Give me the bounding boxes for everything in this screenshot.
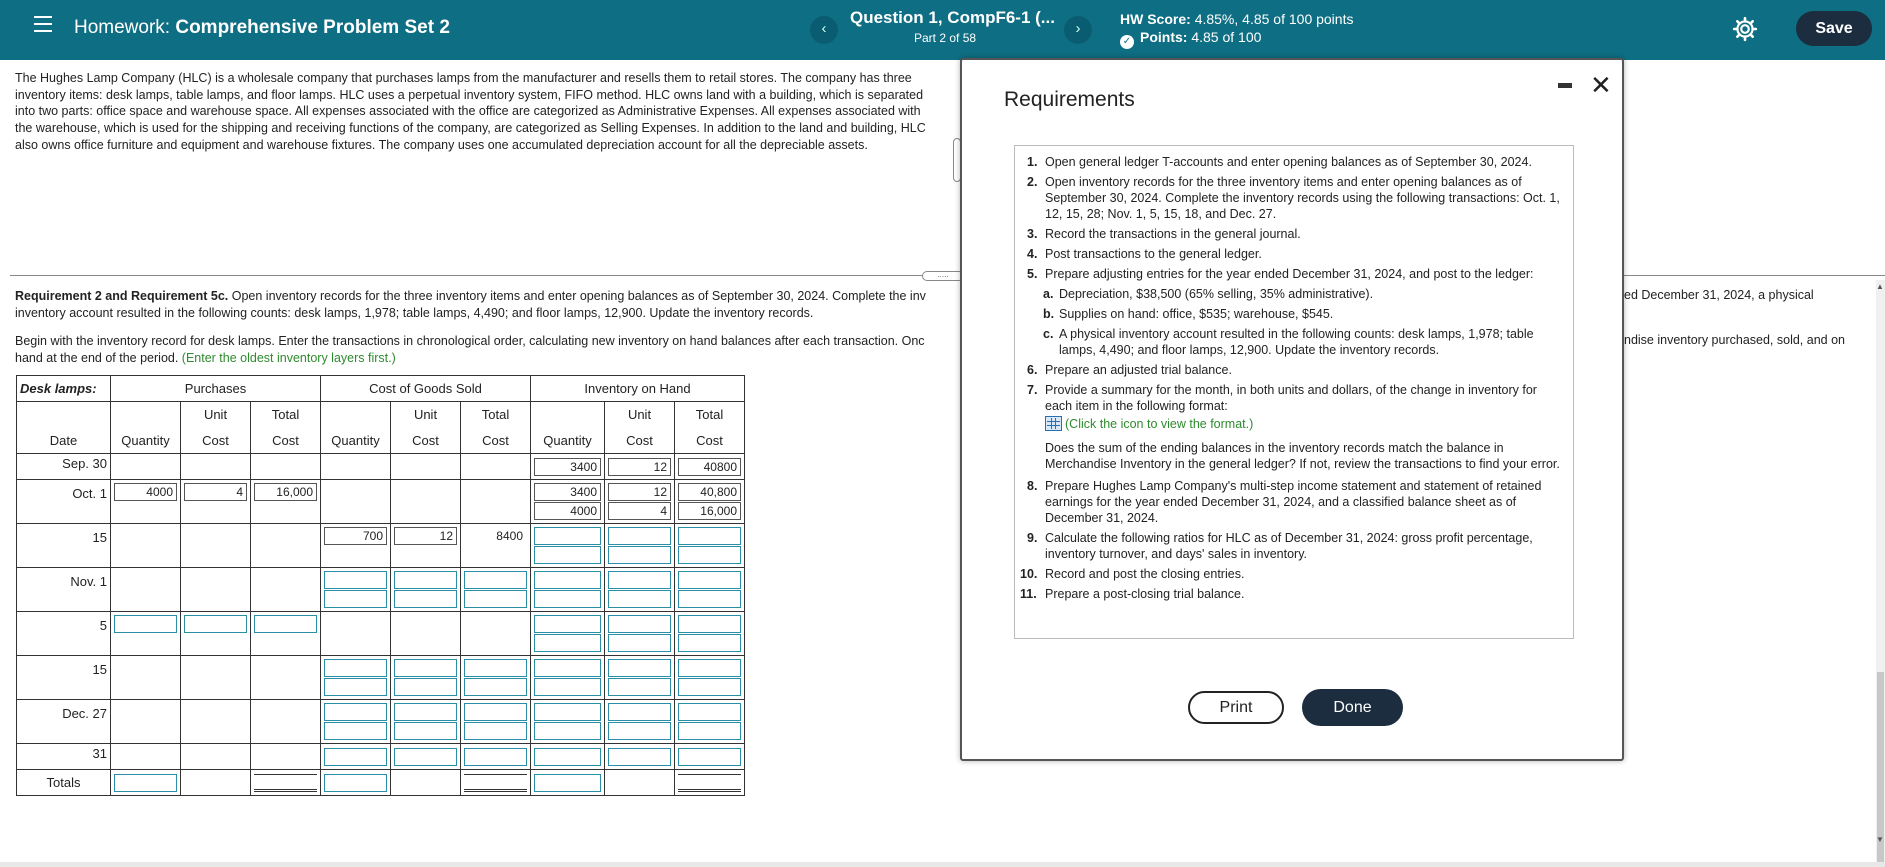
quantity-header: Quantity	[531, 428, 605, 454]
requirements-dialog	[960, 58, 1624, 761]
total-header: Total	[461, 402, 531, 428]
inventory-record-table	[16, 375, 745, 796]
table-row	[17, 612, 745, 656]
onhand-total-cost-input[interactable]	[678, 722, 741, 740]
list-item: 9. Calculate the following ratios for HLC as of December 31, 2024: gross profit percentage, inventory turnover, and days' sales in inventory.	[1027, 531, 1533, 561]
list-item: 6. Prepare an adjusted trial balance.	[1027, 363, 1232, 377]
list-item: 4. Post transactions to the general ledger.	[1027, 247, 1262, 261]
cogs-quantity-input[interactable]	[324, 678, 387, 696]
points: ✓ Points: 4.85 of 100	[1120, 29, 1261, 49]
scroll-down-icon[interactable]: ▼	[1876, 835, 1884, 844]
cost-header: Cost	[251, 428, 321, 454]
cost-header: Cost	[391, 428, 461, 454]
onhand-total-cost-input[interactable]	[678, 527, 741, 545]
top-bar	[0, 0, 1885, 60]
onhand-total-cost-input[interactable]	[678, 634, 741, 652]
minimize-icon[interactable]	[1558, 83, 1572, 88]
view-format-link[interactable]: (Click the icon to view the format.)	[1045, 416, 1561, 432]
list-item: 10. Record and post the closing entries.	[1020, 567, 1245, 581]
onhand-unit-cost-input[interactable]: 12	[608, 458, 671, 476]
cogs-unit-cost-input[interactable]	[394, 722, 457, 740]
onhand-quantity-input[interactable]	[534, 615, 601, 633]
homework-title: Homework: Comprehensive Problem Set 2	[74, 17, 450, 38]
purchase-total-cost-input[interactable]: 16,000	[254, 483, 317, 501]
cogs-quantity-input[interactable]	[324, 748, 387, 766]
onhand-quantity-input[interactable]	[534, 678, 601, 696]
question-part: Part 2 of 58	[914, 31, 977, 45]
onhand-unit-cost-input[interactable]	[608, 527, 671, 545]
onhand-quantity-input[interactable]	[534, 703, 601, 721]
unit-header: Unit	[605, 402, 675, 428]
onhand-quantity-input[interactable]	[534, 634, 601, 652]
quantity-header: Quantity	[111, 428, 181, 454]
hint-text: (Enter the oldest inventory layers first.)	[181, 350, 396, 365]
settings-gear-icon[interactable]	[1732, 16, 1758, 42]
onhand-unit-cost-input[interactable]	[608, 590, 671, 608]
totals-row	[17, 770, 745, 796]
onhand-total-cost-total[interactable]	[678, 774, 741, 792]
date-header: Date	[17, 428, 111, 454]
requirement-text-fragment: ed December 31, 2024, a physical	[1624, 288, 1814, 302]
table-row	[17, 480, 745, 524]
onhand-unit-cost-input[interactable]	[608, 678, 671, 696]
onhand-total-cost-input[interactable]	[678, 571, 741, 589]
cogs-unit-cost-input[interactable]	[394, 590, 457, 608]
row-date: Nov. 1	[17, 568, 111, 612]
cogs-header: Cost of Goods Sold	[321, 376, 531, 402]
cogs-total-cost-input[interactable]	[464, 703, 527, 721]
row-date: 15	[17, 656, 111, 700]
table-row	[17, 568, 745, 612]
cogs-total-cost-input[interactable]	[464, 659, 527, 677]
cogs-unit-cost-input[interactable]	[394, 659, 457, 677]
cogs-total-cost-total[interactable]	[464, 774, 527, 792]
onhand-unit-cost-input[interactable]	[608, 546, 671, 564]
total-header: Total	[675, 402, 745, 428]
onhand-total-cost-input[interactable]	[678, 546, 741, 564]
row-date: Oct. 1	[17, 480, 111, 524]
onhand-quantity-input[interactable]	[534, 659, 601, 677]
list-item: 5. Prepare adjusting entries for the year ended December 31, 2024, and post to the ledger:	[1027, 267, 1534, 281]
requirements-list	[1014, 145, 1574, 639]
onhand-quantity-input[interactable]: 3400	[534, 458, 601, 476]
onhand-unit-cost-input[interactable]	[608, 748, 671, 766]
menu-icon[interactable]	[34, 16, 52, 32]
onhand-unit-cost-input[interactable]: 4	[608, 502, 671, 520]
cogs-unit-cost-input[interactable]: 12	[394, 527, 457, 545]
done-button[interactable]: Done	[1302, 689, 1403, 726]
onhand-total-cost-input[interactable]	[678, 748, 741, 766]
bottom-bar	[0, 862, 1885, 867]
onhand-total-cost-input[interactable]	[678, 678, 741, 696]
onhand-total-cost-input[interactable]	[678, 659, 741, 677]
row-date: 31	[17, 744, 111, 770]
onhand-total-cost-input[interactable]	[678, 703, 741, 721]
onhand-quantity-total-input[interactable]	[534, 774, 601, 792]
problem-intro: The Hughes Lamp Company (HLC) is a wholesale company that purchases lamps from the manufacturer and resells them to retail stores. The company has three inventory items: desk lamps, table lamps, and floor lamps. HLC uses a perpetual inventory system, FIFO method. HLC owns land with a building, which is separated into two parts: office space and warehouse space. All expenses associated with the office are categorized as Administrative Expenses. All expenses associated with the warehouse, which is used for the shipping and receiving functions of the company, are categorized as Selling Expenses. In addition to the land and building, HLC also owns office furniture and equipment and warehouse fixtures. The company uses one accumulated depreciation account for all the depreciable assets.	[15, 71, 926, 152]
purchase-total-cost-input[interactable]	[254, 615, 317, 633]
purchase-total-cost-total[interactable]	[254, 774, 317, 792]
unit-header: Unit	[181, 402, 251, 428]
list-item: 2. Open inventory records for the three inventory items and enter opening balances as of September 30, 2024. Complete the inventory records using the following transactions: Oct. 1, 12, 15, 28; Nov. 1, 5, 15, 18, and Dec. 27.	[1027, 175, 1560, 221]
cogs-unit-cost-input[interactable]	[394, 703, 457, 721]
table-row	[17, 700, 745, 744]
close-icon[interactable]: ✕	[1590, 70, 1612, 100]
cogs-quantity-input[interactable]	[324, 722, 387, 740]
table-row	[17, 454, 745, 480]
table-row	[17, 656, 745, 700]
item-label: Desk lamps:	[17, 376, 111, 402]
cogs-total-cost-input[interactable]	[464, 722, 527, 740]
cogs-unit-cost-input[interactable]	[394, 748, 457, 766]
cogs-total-cost-input[interactable]: 8400	[496, 529, 523, 543]
onhand-quantity-input[interactable]	[534, 748, 601, 766]
onhand-unit-cost-input[interactable]	[608, 571, 671, 589]
table-icon[interactable]	[1045, 416, 1062, 431]
onhand-total-cost-input[interactable]: 16,000	[678, 502, 741, 520]
purchase-quantity-total-input[interactable]	[114, 774, 177, 792]
list-item: 3. Record the transactions in the general journal.	[1027, 227, 1301, 241]
cogs-quantity-input[interactable]	[324, 571, 387, 589]
totals-label: Totals	[17, 770, 111, 796]
cogs-total-cost-input[interactable]	[464, 590, 527, 608]
quantity-header: Quantity	[321, 428, 391, 454]
cost-header: Cost	[181, 428, 251, 454]
onhand-quantity-input[interactable]: 4000	[534, 502, 601, 520]
cogs-quantity-input[interactable]	[324, 659, 387, 677]
row-date: 15	[17, 524, 111, 568]
onhand-quantity-input[interactable]: 3400	[534, 483, 601, 501]
list-item: 7. Provide a summary for the month, in both units and dollars, of the change in inventory for each item in the following format: (Click the icon to view the format.)	[1027, 382, 1561, 432]
cost-header: Cost	[605, 428, 675, 454]
cogs-total-cost-input[interactable]	[464, 748, 527, 766]
scroll-up-icon[interactable]: ▲	[1876, 282, 1884, 291]
onhand-unit-cost-input[interactable]	[608, 722, 671, 740]
list-item: 11. Prepare a post-closing trial balance.	[1020, 587, 1245, 601]
list-subitem: b. Supplies on hand: office, $535; warehouse, $545.	[1043, 307, 1334, 321]
cogs-quantity-input[interactable]	[324, 703, 387, 721]
resize-handle[interactable]: .....	[922, 271, 964, 281]
instructions-text: Begin with the inventory record for desk lamps. Enter the transactions in chronological order, calculating new inventory on hand balances after each transaction. Onc hand at the end of the period. (Enter the oldest inventory layers first.)	[15, 334, 925, 365]
points-badge-icon: ✓	[1120, 35, 1134, 49]
onhand-quantity-input[interactable]	[534, 527, 601, 545]
onhand-total-cost-input[interactable]	[678, 590, 741, 608]
cogs-quantity-input[interactable]	[324, 590, 387, 608]
row-date: Dec. 27	[17, 700, 111, 744]
purchase-unit-cost-input[interactable]: 4	[184, 483, 247, 501]
list-item: 1. Open general ledger T-accounts and enter opening balances as of September 30, 2024.	[1027, 155, 1532, 169]
purchase-unit-cost-input[interactable]	[184, 615, 247, 633]
print-button[interactable]: Print	[1188, 691, 1284, 724]
table-row	[17, 744, 745, 770]
onhand-total-cost-input[interactable]: 40,800	[678, 483, 741, 501]
cogs-total-cost-input[interactable]	[464, 571, 527, 589]
cogs-quantity-input[interactable]: 700	[324, 527, 387, 545]
cost-header: Cost	[461, 428, 531, 454]
hw-score: HW Score: 4.85%, 4.85 of 100 points	[1120, 11, 1354, 27]
table-row	[17, 524, 745, 568]
onhand-unit-cost-input[interactable]: 12	[608, 483, 671, 501]
row-date: Sep. 30	[17, 454, 111, 480]
onhand-unit-cost-input[interactable]	[608, 703, 671, 721]
purchases-header: Purchases	[111, 376, 321, 402]
list-item: 8. Prepare Hughes Lamp Company's multi-step income statement and statement of retained earnings for the year ended December 31, 2024, and a classified balance sheet as of December 31, 2024.	[1027, 479, 1542, 525]
save-button[interactable]: Save	[1796, 11, 1872, 46]
list-subitem: a. Depreciation, $38,500 (65% selling, 35% administrative).	[1043, 287, 1374, 301]
instructions-text-fragment: ndise inventory purchased, sold, and on	[1624, 333, 1845, 347]
previous-question-button[interactable]: ‹	[810, 16, 838, 44]
cogs-unit-cost-input[interactable]	[394, 678, 457, 696]
requirement-text: Requirement 2 and Requirement 5c. Open inventory records for the three inventory items and enter opening balances as of September 30, 2024. Complete the inv inventory account resulted in the following counts: desk lamps, 1,978; table lamps, 4,490; and floor lamps, 12,900. Update the inventory records.	[15, 289, 926, 320]
cost-header: Cost	[675, 428, 745, 454]
purchase-quantity-input[interactable]	[114, 615, 177, 633]
purchase-quantity-input[interactable]: 4000	[114, 483, 177, 501]
dialog-title: Requirements	[1004, 88, 1135, 111]
list-paragraph: Does the sum of the ending balances in the inventory records match the balance in Merchandise Inventory in the general ledger? If not, review the transactions to find your error.	[1045, 441, 1560, 471]
question-title[interactable]: Question 1, CompF6-1 (...	[850, 8, 1055, 27]
onhand-header: Inventory on Hand	[531, 376, 745, 402]
onhand-quantity-input[interactable]	[534, 546, 601, 564]
onhand-quantity-input[interactable]	[534, 571, 601, 589]
onhand-total-cost-input[interactable]: 40800	[678, 458, 741, 476]
cogs-unit-cost-input[interactable]	[394, 571, 457, 589]
list-subitem: c. A physical inventory account resulted in the following counts: desk lamps, 1,978; table lamps, 4,490; and floor lamps, 12,900. Update the inventory records.	[1043, 327, 1534, 357]
onhand-total-cost-input[interactable]	[678, 615, 741, 633]
unit-header: Unit	[391, 402, 461, 428]
onhand-quantity-input[interactable]	[534, 722, 601, 740]
cogs-total-cost-input[interactable]	[464, 678, 527, 696]
total-header: Total	[251, 402, 321, 428]
next-question-button[interactable]: ›	[1064, 16, 1092, 44]
onhand-unit-cost-input[interactable]	[608, 659, 671, 677]
onhand-quantity-input[interactable]	[534, 590, 601, 608]
cogs-quantity-total-input[interactable]	[324, 774, 387, 792]
onhand-unit-cost-input[interactable]	[608, 615, 671, 633]
onhand-unit-cost-input[interactable]	[608, 634, 671, 652]
row-date: 5	[17, 612, 111, 656]
